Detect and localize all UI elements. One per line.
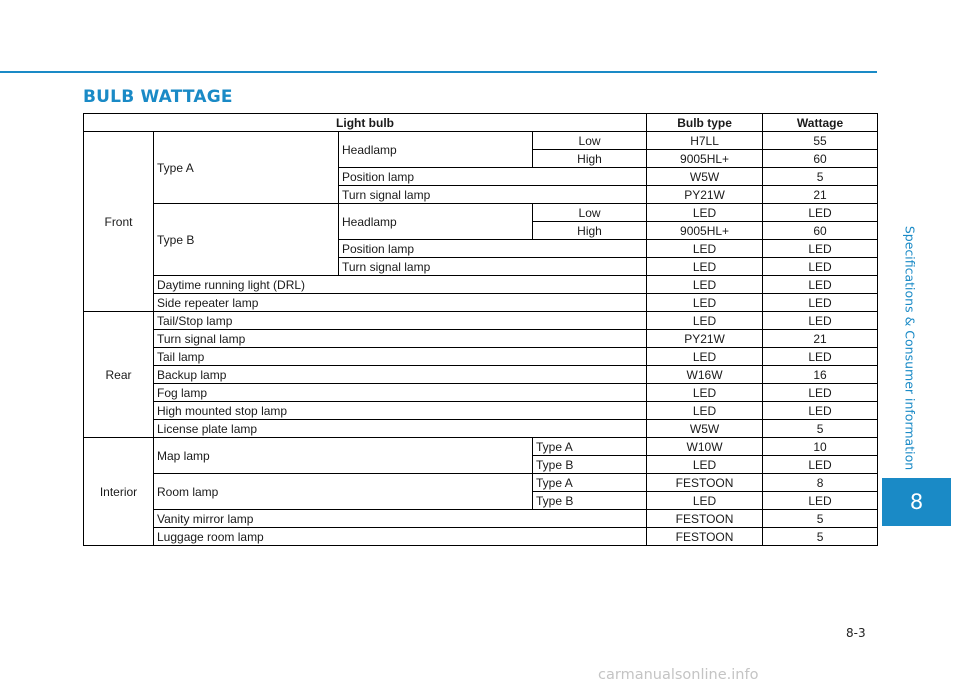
wattage-cell: 16 [763, 366, 878, 384]
wattage-cell: LED [763, 456, 878, 474]
bulb-type-cell: H7LL [647, 132, 763, 150]
group-front: Front [84, 132, 154, 312]
table-row [84, 276, 878, 294]
lamp-label: Daytime running light (DRL) [154, 276, 647, 294]
wattage-cell: 21 [763, 330, 878, 348]
bulb-type-cell: LED [647, 492, 763, 510]
wattage-cell: 5 [763, 420, 878, 438]
wattage-cell: LED [763, 312, 878, 330]
header-bulb-type: Bulb type [647, 114, 763, 132]
variant-label: Type B [533, 492, 647, 510]
table-row [84, 330, 878, 348]
front-a-headlamp: Headlamp [339, 132, 533, 168]
lamp-label: High mounted stop lamp [154, 402, 647, 420]
beam-label: High [533, 150, 647, 168]
wattage-cell: LED [763, 204, 878, 222]
bulb-type-cell: LED [647, 312, 763, 330]
beam-label: High [533, 222, 647, 240]
wattage-cell: 55 [763, 132, 878, 150]
wattage-cell: LED [763, 258, 878, 276]
variant-label: Type A [533, 474, 647, 492]
watermark: carmanualsonline.info [598, 667, 759, 683]
lamp-label: Vanity mirror lamp [154, 510, 647, 528]
table-row [84, 348, 878, 366]
table-row [84, 366, 878, 384]
bulb-type-cell: FESTOON [647, 510, 763, 528]
lamp-label: Turn signal lamp [154, 330, 647, 348]
room-lamp-label: Room lamp [154, 474, 533, 510]
wattage-cell: 5 [763, 510, 878, 528]
wattage-cell: LED [763, 240, 878, 258]
table-row [84, 132, 878, 150]
table-row [84, 474, 878, 492]
bulb-type-cell: LED [647, 240, 763, 258]
table-row [84, 438, 878, 456]
header-light-bulb: Light bulb [84, 114, 647, 132]
wattage-cell: 5 [763, 168, 878, 186]
table-row [84, 384, 878, 402]
table-row [84, 294, 878, 312]
header-wattage: Wattage [763, 114, 878, 132]
wattage-cell: LED [763, 384, 878, 402]
bulb-type-cell: W5W [647, 420, 763, 438]
lamp-label: Fog lamp [154, 384, 647, 402]
wattage-cell: LED [763, 276, 878, 294]
bulb-type-cell: PY21W [647, 186, 763, 204]
lamp-label: License plate lamp [154, 420, 647, 438]
bulb-type-cell: FESTOON [647, 474, 763, 492]
lamp-label: Tail/Stop lamp [154, 312, 647, 330]
bulb-type-cell: LED [647, 384, 763, 402]
lamp-label: Turn signal lamp [339, 186, 647, 204]
lamp-label: Position lamp [339, 240, 647, 258]
wattage-cell: 10 [763, 438, 878, 456]
top-rule [0, 71, 877, 73]
front-b-headlamp: Headlamp [339, 204, 533, 240]
table-row [84, 312, 878, 330]
lamp-label: Position lamp [339, 168, 647, 186]
table-row [84, 528, 878, 546]
bulb-type-cell: PY21W [647, 330, 763, 348]
beam-label: Low [533, 132, 647, 150]
lamp-label: Tail lamp [154, 348, 647, 366]
lamp-label: Turn signal lamp [339, 258, 647, 276]
front-type-a: Type A [154, 132, 339, 204]
bulb-type-cell: W10W [647, 438, 763, 456]
bulb-type-cell: LED [647, 204, 763, 222]
chapter-tab: 8 [882, 478, 951, 526]
bulb-wattage-table [83, 113, 878, 546]
map-lamp-label: Map lamp [154, 438, 533, 474]
beam-label: Low [533, 204, 647, 222]
chapter-side-label [895, 224, 925, 472]
wattage-cell: 5 [763, 528, 878, 546]
wattage-cell: 21 [763, 186, 878, 204]
front-type-b: Type B [154, 204, 339, 276]
group-rear: Rear [84, 312, 154, 438]
table-row [84, 510, 878, 528]
bulb-type-cell: LED [647, 258, 763, 276]
page-number: 8-3 [846, 626, 866, 640]
page-title: BULB WATTAGE [83, 87, 233, 107]
lamp-label: Luggage room lamp [154, 528, 647, 546]
wattage-cell: 60 [763, 222, 878, 240]
table-row [84, 204, 878, 222]
lamp-label: Backup lamp [154, 366, 647, 384]
bulb-type-cell: FESTOON [647, 528, 763, 546]
wattage-cell: 60 [763, 150, 878, 168]
table-header-row [84, 114, 878, 132]
bulb-type-cell: LED [647, 456, 763, 474]
bulb-type-cell: LED [647, 402, 763, 420]
wattage-cell: LED [763, 402, 878, 420]
bulb-type-cell: 9005HL+ [647, 150, 763, 168]
bulb-type-cell: W5W [647, 168, 763, 186]
wattage-cell: 8 [763, 474, 878, 492]
wattage-cell: LED [763, 294, 878, 312]
chapter-side-label-text: Specifications & Consumer information [902, 225, 918, 471]
bulb-type-cell: LED [647, 294, 763, 312]
variant-label: Type B [533, 456, 647, 474]
wattage-cell: LED [763, 348, 878, 366]
wattage-cell: LED [763, 492, 878, 510]
lamp-label: Side repeater lamp [154, 294, 647, 312]
table-row [84, 402, 878, 420]
bulb-type-cell: LED [647, 348, 763, 366]
bulb-type-cell: LED [647, 276, 763, 294]
group-interior: Interior [84, 438, 154, 546]
bulb-type-cell: W16W [647, 366, 763, 384]
variant-label: Type A [533, 438, 647, 456]
bulb-type-cell: 9005HL+ [647, 222, 763, 240]
table-row [84, 420, 878, 438]
